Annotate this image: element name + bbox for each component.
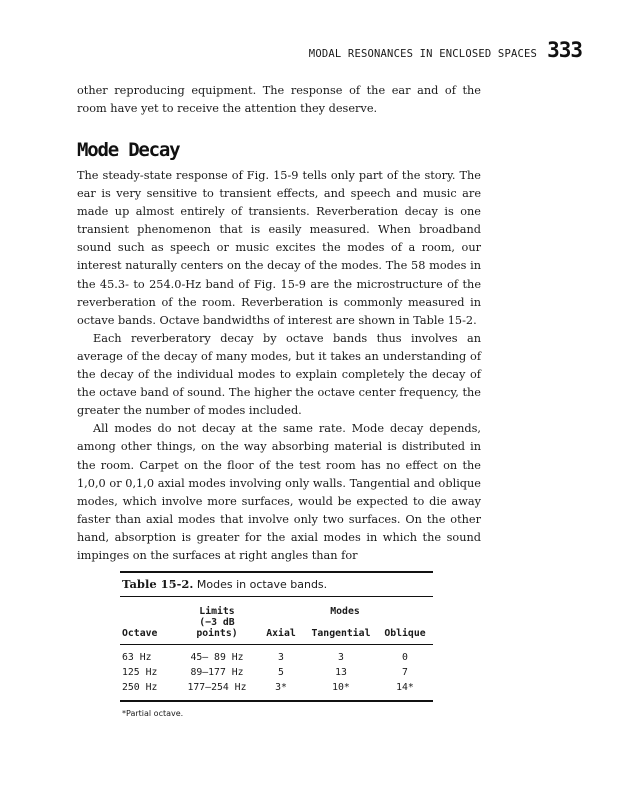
table-row <box>120 645 433 666</box>
cell-axial: 5 <box>278 667 284 678</box>
header-limits-sub: (−3 dB <box>199 617 235 628</box>
cell-oblique: 7 <box>402 667 408 678</box>
page-number: 333 <box>547 38 582 62</box>
header-limits-group: Limits <box>199 606 235 617</box>
section-body <box>77 167 481 565</box>
cell-oblique: 14* <box>396 682 414 693</box>
modes-table <box>120 597 433 695</box>
paragraph-steady-state: The steady-state response of Fig. 15-9 tells only part of the story. The ear is very sensitive to transient effects, and speech and music are made up almost entirely of transients. Reverberation decay is one transient phenomenon that is easily measured. When broadband sound such as speech or music excites the modes of a room, our interest naturally centers on the decay of the modes. The 58 modes in the 45.3- to 254.0-Hz band of Fig. 15-9 are the microstructure of the reverberation of the room. Reverberation is commonly measured in octave bands. Octave bandwidths of interest are shown in Table 15-2. <box>77 169 481 327</box>
paragraph-mode-decay-rate: All modes do not decay at the same rate. Mode decay depends, among other things, on the way absorbing material is distributed in the room. Carpet on the floor of the test room has no effect on the 1,0,0 or 0,1,0 axial modes involving only walls. Tangential and oblique modes, which involve more surfaces, would be expected to die away faster than axial modes that involve only two surfaces. On the other hand, absorption is greater for the axial modes in which the sound impinges on the surfaces at right angles than for <box>77 422 481 562</box>
header-axial: Axial <box>266 628 296 639</box>
header-limits-points: points) <box>196 628 238 639</box>
table-footnote: *Partial octave. <box>122 709 184 718</box>
header-tangential: Tangential <box>311 628 371 639</box>
cell-octave: 125 Hz <box>122 667 158 678</box>
table-caption-label: Table 15-2. <box>122 577 194 591</box>
cell-limits: 45– 89 Hz <box>190 652 244 663</box>
header-modes-group: Modes <box>330 606 360 617</box>
table-row <box>120 665 433 680</box>
cell-tangential: 10* <box>332 682 350 693</box>
cell-tangential: 13 <box>335 667 347 678</box>
cell-limits: 177–254 Hz <box>187 682 247 693</box>
running-title: MODAL RESONANCES IN ENCLOSED SPACES <box>308 48 538 60</box>
header-octave: Octave <box>122 628 158 639</box>
modes-table-block <box>120 571 433 718</box>
cell-oblique: 0 <box>402 652 408 663</box>
paragraph-continuation: other reproducing equipment. The response of the ear and of the room have yet to receive the attention they deserve. <box>77 84 481 116</box>
cell-tangential: 3 <box>338 652 344 663</box>
header-oblique: Oblique <box>384 628 426 639</box>
cell-axial: 3 <box>278 652 284 663</box>
cell-axial: 3* <box>275 682 287 693</box>
cell-octave: 63 Hz <box>122 652 152 663</box>
cell-limits: 89–177 Hz <box>190 667 244 678</box>
section-heading: Mode Decay <box>77 139 180 161</box>
paragraph-octave-decay: Each reverberatory decay by octave bands thus involves an average of the decay of many modes, but it takes an understanding of the decay of the individual modes to explain completely the decay of the octave band of sound. The higher the octave center frequency, the greater the number of modes included. <box>77 331 481 418</box>
table-row <box>120 680 433 695</box>
running-head <box>309 38 582 62</box>
cell-octave: 250 Hz <box>122 682 158 693</box>
table-bottom-rule <box>120 700 433 702</box>
table-caption-text: Modes in octave bands. <box>196 578 328 591</box>
table-caption <box>120 573 433 597</box>
